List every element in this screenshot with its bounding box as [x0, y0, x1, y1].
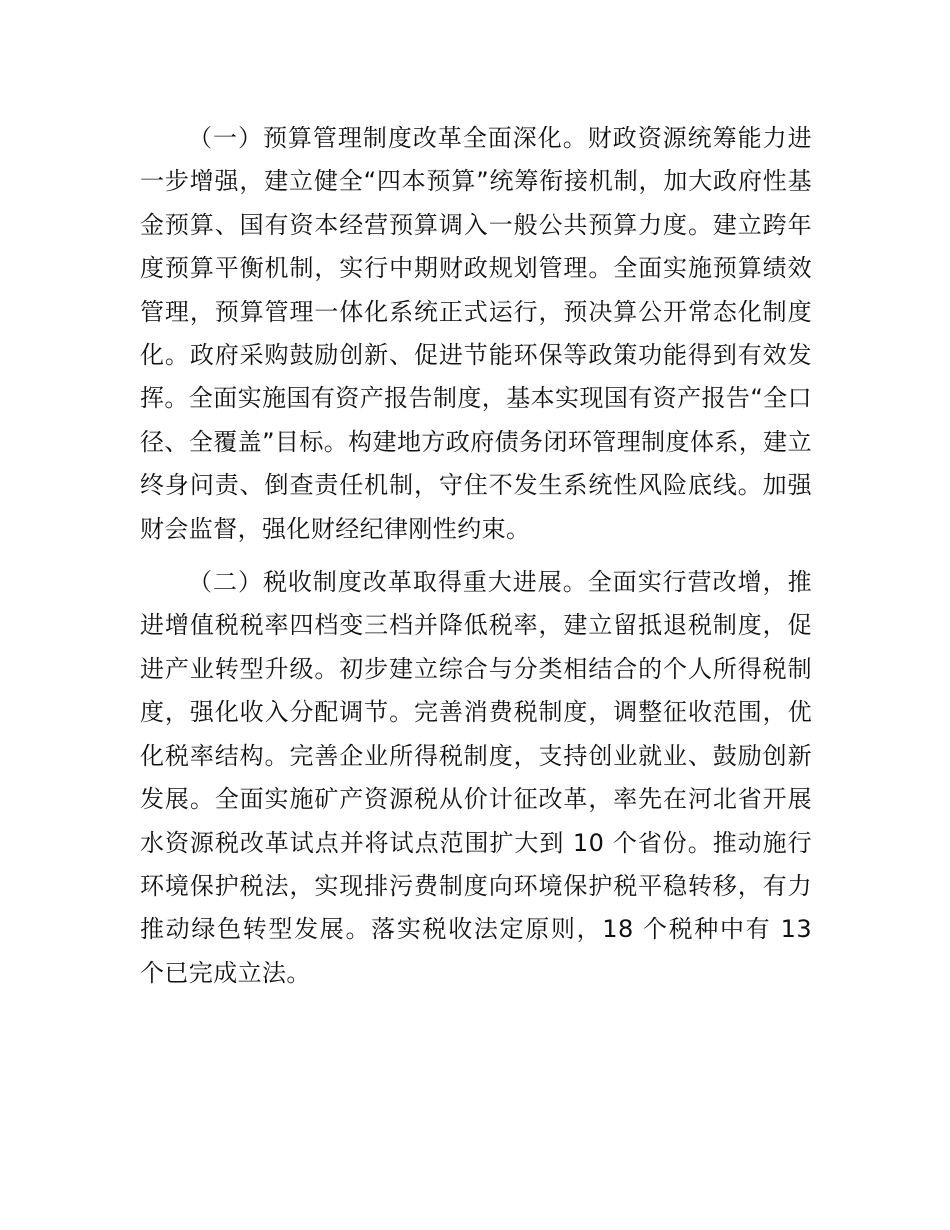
- document-page: [140, 117, 812, 1005]
- paragraph-tax-system-reform: （二）税收制度改革取得重大进展。全面实行营改增，推进增值税税率四档变三档并降低税率，建立留抵退税制度，促进产业转型升级。初步建立综合与分类相结合的个人所得税制度，强化收入分配调节。完善消费税制度，调整征收范围，优化税率结构。完善企业所得税制度，支持创业就业、鼓励创新发展。全面实施矿产资源税从价计征改革，率先在河北省开展水资源税改革试点并将试点范围扩大到 10 个省份。推动施行环境保护税法，实现排污费制度向环境保护税平稳转移，有力推动绿色转型发展。落实税收法定原则，18 个税种中有 13 个已完成立法。: [140, 568, 812, 987]
- paragraph-budget-management-reform: （一）预算管理制度改革全面深化。财政资源统筹能力进一步增强，建立健全“四本预算”统筹衔接机制，加大政府性基金预算、国有资本经营预算调入一般公共预算力度。建立跨年度预算平衡机制，实行中期财政规划管理。全面实施预算绩效管理，预算管理一体化系统正式运行，预决算公开常态化制度化。政府采购鼓励创新、促进节能环保等政策功能得到有效发挥。全面实施国有资产报告制度，基本实现国有资产报告“全口径、全覆盖”目标。构建地方政府债务闭环管理制度体系，建立终身问责、倒查责任机制，守住不发生系统性风险底线。加强财会监督，强化财经纪律刚性约束。: [140, 124, 812, 543]
